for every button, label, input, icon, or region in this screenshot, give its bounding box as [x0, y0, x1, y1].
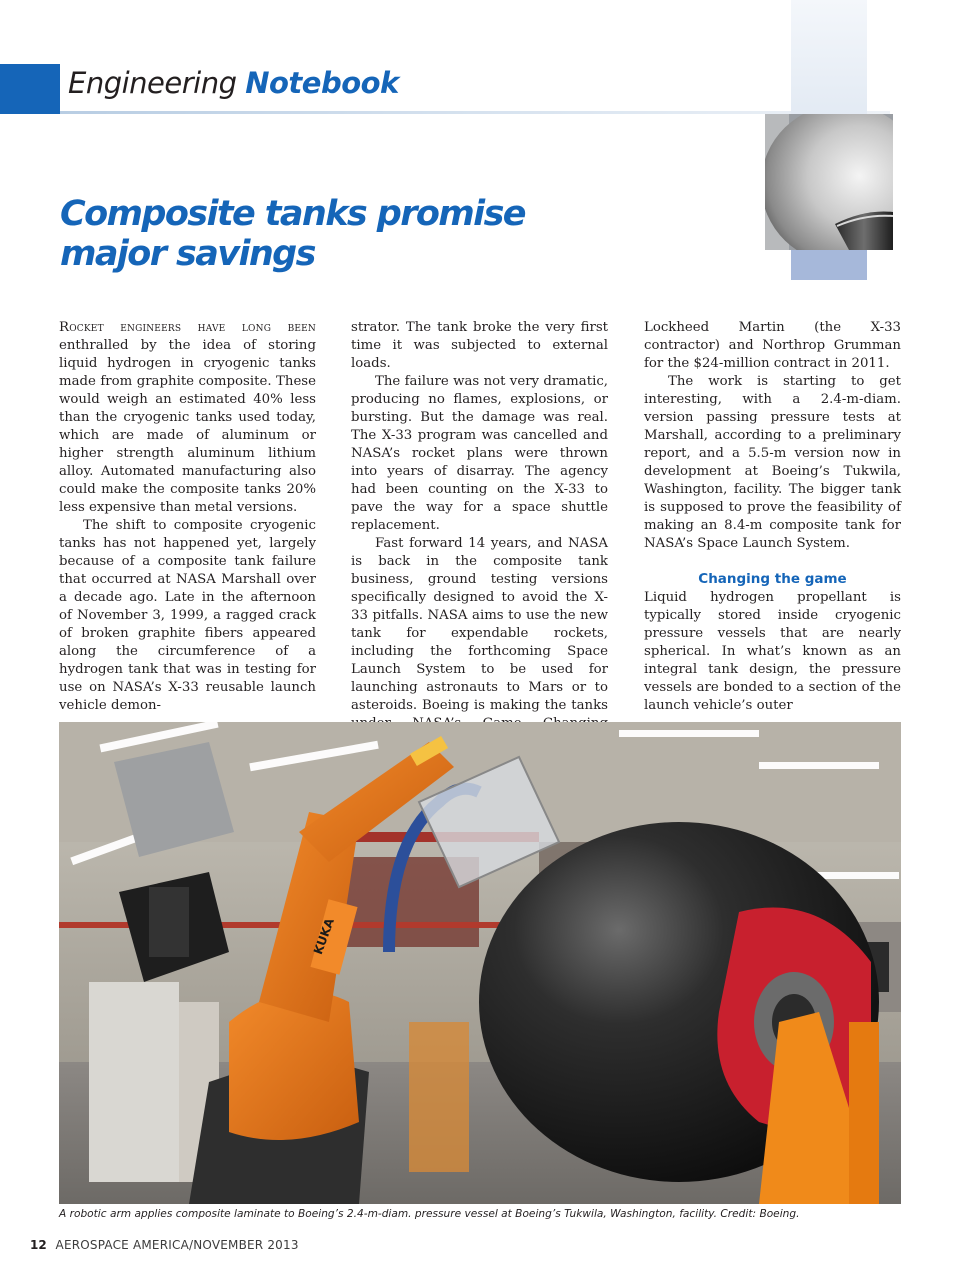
section-label	[68, 66, 399, 100]
magazine-issue: AEROSPACE AMERICA/NOVEMBER 2013	[55, 1238, 299, 1252]
section-color-block	[0, 64, 60, 114]
article-headline	[60, 194, 580, 274]
article-column-1	[59, 319, 316, 715]
robotic-arm-photo	[59, 722, 901, 1204]
lead-in-smallcaps: Rocket engineers have long been	[59, 320, 316, 335]
paragraph: Lockheed Martin (the X-33 contractor) and Northrop Grumman for the $24-million contract in 2011.	[644, 320, 901, 371]
paragraph: The failure was not very dramatic, producing no flames, explosions, or bursting. But the damage was real. The X-33 program was cancelled and NASA’s rocket plans were thrown into years of disarray. The agency had been counting on the X-33 to pave the way for a space shuttle replacement.	[351, 374, 608, 533]
paragraph: strator. The tank broke the very first time it was subjected to external loads.	[351, 320, 608, 371]
headline-line-1: Composite tanks promise	[60, 194, 525, 234]
kuka-label: KUKA	[310, 916, 337, 957]
paragraph: The shift to composite cryogenic tanks has not happened yet, largely because of a composite tank failure that occurred at NASA Marshall over a decade ago. Late in the afternoon of November 3, 1999, a ragged crack of broken graphite fibers appeared along the circumference of a hydrogen tank that was in testing for use on NASA’s X-33 reusable launch vehicle demon-	[59, 518, 316, 713]
photo-caption: A robotic arm applies composite laminate to Boeing’s 2.4-m-diam. pressure vessel at Boeing’s Tukwila, Washington, facility. Credit: Boeing.	[59, 1208, 800, 1220]
article-column-2	[351, 319, 608, 751]
page-footer	[30, 1238, 299, 1252]
page-number: 12	[30, 1238, 47, 1252]
paragraph: Fast forward 14 years, and NASA is back in the composite tank business, ground testing versions specifically designed to avoid the X-33 pitfalls. NASA aims to use the new tank for expendable rockets, including the forthcoming Space Launch System to be used for launching astronauts to Mars or to asteroids. Boeing is making the tanks	[351, 536, 608, 713]
paragraph: Liquid hydrogen propellant is typically stored inside cryogenic pressure vessels that are nearly spherical. In what’s known as an integral tank design, the pressure vessels are bonded to a section of the launch vehicle’s outer	[644, 590, 901, 713]
section-label-light: Engineering	[68, 66, 237, 100]
paragraph: The work is starting to get interesting, with a 2.4-m-diam. version passing pressure tests at Marshall, according to a preliminary report, and a 5.5-m version now in development at Boeing’s Tukwila, Washington, facility. The bigger tank is supposed to prove the feasibility of making an 8.4-m composite tank for NASA’s Space Launch System.	[644, 374, 901, 551]
paragraph	[59, 319, 316, 517]
section-label-bold: Notebook	[245, 66, 399, 100]
subheading: Changing the game	[698, 571, 847, 587]
tank-interior-thumbnail	[765, 114, 893, 250]
article-column-3	[644, 319, 901, 715]
paragraph-text: enthralled by the idea of storing liquid hydrogen in cryogenic tanks made from graphite composite. These would weigh an estimated 40% less than the cryogenic tanks used today, which are made of aluminum or higher strength aluminum lithium alloy. Automated manufacturing also could make the composite tanks 20% less expensive than metal versions.	[59, 338, 316, 515]
headline-line-2: major savings	[60, 234, 315, 274]
